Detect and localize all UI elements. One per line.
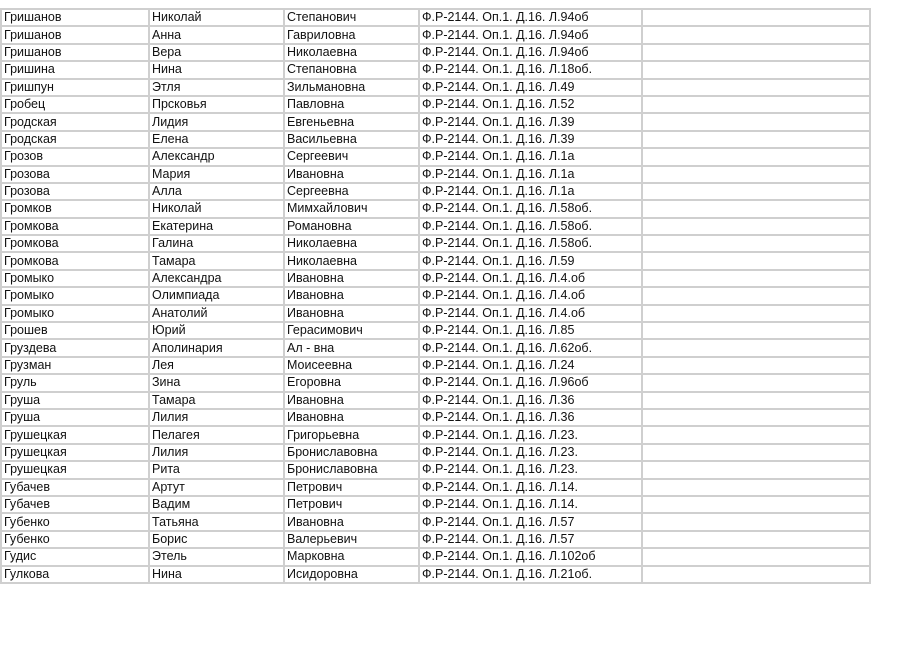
patronymic-cell: Васильевна <box>284 131 419 148</box>
table-row <box>1 409 870 426</box>
first-name-cell: Елена <box>149 131 284 148</box>
table-row <box>1 566 870 583</box>
first-name-cell: Олимпиада <box>149 287 284 304</box>
surname-cell: Губенко <box>1 513 149 530</box>
archive-reference-cell: Ф.Р-2144. Оп.1. Д.16. Л.85 <box>419 322 642 339</box>
patronymic-cell: Моисеевна <box>284 357 419 374</box>
first-name-cell: Галина <box>149 235 284 252</box>
surname-cell: Громыко <box>1 270 149 287</box>
empty-cell <box>642 409 870 426</box>
patronymic-cell: Брониславовна <box>284 461 419 478</box>
archive-reference-cell: Ф.Р-2144. Оп.1. Д.16. Л.18об. <box>419 61 642 78</box>
surname-cell: Громкова <box>1 252 149 269</box>
surname-cell: Груздева <box>1 339 149 356</box>
table-row <box>1 26 870 43</box>
patronymic-cell: Ивановна <box>284 166 419 183</box>
surname-cell: Гродская <box>1 113 149 130</box>
first-name-cell: Лея <box>149 357 284 374</box>
patronymic-cell: Романовна <box>284 218 419 235</box>
archive-reference-cell: Ф.Р-2144. Оп.1. Д.16. Л.1а <box>419 183 642 200</box>
archive-reference-cell: Ф.Р-2144. Оп.1. Д.16. Л.94об <box>419 44 642 61</box>
patronymic-cell: Марковна <box>284 548 419 565</box>
surname-cell: Гудис <box>1 548 149 565</box>
archive-reference-cell: Ф.Р-2144. Оп.1. Д.16. Л.96об <box>419 374 642 391</box>
empty-cell <box>642 79 870 96</box>
patronymic-cell: Ал - вна <box>284 339 419 356</box>
empty-cell <box>642 166 870 183</box>
first-name-cell: Аполинария <box>149 339 284 356</box>
table-row <box>1 287 870 304</box>
table-row <box>1 444 870 461</box>
first-name-cell: Юрий <box>149 322 284 339</box>
table-row <box>1 200 870 217</box>
surname-cell: Губачев <box>1 496 149 513</box>
archive-reference-cell: Ф.Р-2144. Оп.1. Д.16. Л.58об. <box>419 200 642 217</box>
first-name-cell: Анна <box>149 26 284 43</box>
table-row <box>1 183 870 200</box>
surname-cell: Грушецкая <box>1 444 149 461</box>
first-name-cell: Александр <box>149 148 284 165</box>
surname-cell: Гришпун <box>1 79 149 96</box>
surname-cell: Гришанов <box>1 44 149 61</box>
patronymic-cell: Валерьевич <box>284 531 419 548</box>
empty-cell <box>642 183 870 200</box>
patronymic-cell: Евгеньевна <box>284 113 419 130</box>
archive-reference-cell: Ф.Р-2144. Оп.1. Д.16. Л.4.об <box>419 305 642 322</box>
empty-cell <box>642 270 870 287</box>
surname-cell: Громыко <box>1 305 149 322</box>
empty-cell <box>642 200 870 217</box>
patronymic-cell: Ивановна <box>284 287 419 304</box>
empty-cell <box>642 113 870 130</box>
table-row <box>1 513 870 530</box>
surname-cell: Гришина <box>1 61 149 78</box>
surname-cell: Гродская <box>1 131 149 148</box>
table-row <box>1 305 870 322</box>
first-name-cell: Николай <box>149 200 284 217</box>
surname-cell: Губенко <box>1 531 149 548</box>
surname-cell: Грошев <box>1 322 149 339</box>
surname-cell: Грозов <box>1 148 149 165</box>
archive-reference-cell: Ф.Р-2144. Оп.1. Д.16. Л.102об <box>419 548 642 565</box>
empty-cell <box>642 218 870 235</box>
surname-cell: Грозова <box>1 166 149 183</box>
table-row <box>1 496 870 513</box>
patronymic-cell: Сергеевич <box>284 148 419 165</box>
first-name-cell: Лидия <box>149 113 284 130</box>
patronymic-cell: Ивановна <box>284 409 419 426</box>
first-name-cell: Анатолий <box>149 305 284 322</box>
empty-cell <box>642 374 870 391</box>
first-name-cell: Вадим <box>149 496 284 513</box>
archive-reference-cell: Ф.Р-2144. Оп.1. Д.16. Л.39 <box>419 113 642 130</box>
empty-cell <box>642 322 870 339</box>
first-name-cell: Александра <box>149 270 284 287</box>
first-name-cell: Мария <box>149 166 284 183</box>
patronymic-cell: Ивановна <box>284 305 419 322</box>
empty-cell <box>642 287 870 304</box>
archive-reference-cell: Ф.Р-2144. Оп.1. Д.16. Л.1а <box>419 166 642 183</box>
patronymic-cell: Николаевна <box>284 252 419 269</box>
records-table-body <box>1 9 870 583</box>
empty-cell <box>642 305 870 322</box>
surname-cell: Гришанов <box>1 9 149 26</box>
surname-cell: Громыко <box>1 287 149 304</box>
surname-cell: Гробец <box>1 96 149 113</box>
empty-cell <box>642 26 870 43</box>
empty-cell <box>642 44 870 61</box>
table-row <box>1 426 870 443</box>
surname-cell: Груша <box>1 392 149 409</box>
archive-reference-cell: Ф.Р-2144. Оп.1. Д.16. Л.14. <box>419 496 642 513</box>
table-row <box>1 96 870 113</box>
records-table <box>0 8 871 584</box>
empty-cell <box>642 61 870 78</box>
empty-cell <box>642 252 870 269</box>
archive-reference-cell: Ф.Р-2144. Оп.1. Д.16. Л.23. <box>419 426 642 443</box>
empty-cell <box>642 339 870 356</box>
first-name-cell: Нина <box>149 566 284 583</box>
table-row <box>1 113 870 130</box>
patronymic-cell: Зильмановна <box>284 79 419 96</box>
patronymic-cell: Брониславовна <box>284 444 419 461</box>
table-row <box>1 9 870 26</box>
table-row <box>1 531 870 548</box>
table-row <box>1 357 870 374</box>
surname-cell: Грушецкая <box>1 426 149 443</box>
table-row <box>1 479 870 496</box>
first-name-cell: Нина <box>149 61 284 78</box>
patronymic-cell: Павловна <box>284 96 419 113</box>
surname-cell: Громкова <box>1 218 149 235</box>
archive-reference-cell: Ф.Р-2144. Оп.1. Д.16. Л.24 <box>419 357 642 374</box>
patronymic-cell: Степанович <box>284 9 419 26</box>
archive-reference-cell: Ф.Р-2144. Оп.1. Д.16. Л.94об <box>419 9 642 26</box>
archive-reference-cell: Ф.Р-2144. Оп.1. Д.16. Л.4.об <box>419 270 642 287</box>
first-name-cell: Татьяна <box>149 513 284 530</box>
patronymic-cell: Степановна <box>284 61 419 78</box>
table-row <box>1 79 870 96</box>
archive-reference-cell: Ф.Р-2144. Оп.1. Д.16. Л.23. <box>419 461 642 478</box>
table-row <box>1 392 870 409</box>
first-name-cell: Этель <box>149 548 284 565</box>
archive-reference-cell: Ф.Р-2144. Оп.1. Д.16. Л.57 <box>419 531 642 548</box>
archive-reference-cell: Ф.Р-2144. Оп.1. Д.16. Л.36 <box>419 392 642 409</box>
empty-cell <box>642 548 870 565</box>
surname-cell: Губачев <box>1 479 149 496</box>
table-row <box>1 131 870 148</box>
empty-cell <box>642 235 870 252</box>
patronymic-cell: Ивановна <box>284 392 419 409</box>
first-name-cell: Вера <box>149 44 284 61</box>
archive-reference-cell: Ф.Р-2144. Оп.1. Д.16. Л.21об. <box>419 566 642 583</box>
first-name-cell: Пелагея <box>149 426 284 443</box>
empty-cell <box>642 392 870 409</box>
first-name-cell: Зина <box>149 374 284 391</box>
surname-cell: Громков <box>1 200 149 217</box>
empty-cell <box>642 9 870 26</box>
patronymic-cell: Петрович <box>284 496 419 513</box>
table-row <box>1 548 870 565</box>
surname-cell: Грозова <box>1 183 149 200</box>
patronymic-cell: Мимхайлович <box>284 200 419 217</box>
patronymic-cell: Исидоровна <box>284 566 419 583</box>
first-name-cell: Лилия <box>149 444 284 461</box>
patronymic-cell: Петрович <box>284 479 419 496</box>
archive-reference-cell: Ф.Р-2144. Оп.1. Д.16. Л.36 <box>419 409 642 426</box>
first-name-cell: Алла <box>149 183 284 200</box>
patronymic-cell: Ивановна <box>284 513 419 530</box>
empty-cell <box>642 479 870 496</box>
first-name-cell: Тамара <box>149 392 284 409</box>
table-row <box>1 148 870 165</box>
first-name-cell: Этля <box>149 79 284 96</box>
empty-cell <box>642 131 870 148</box>
first-name-cell: Тамара <box>149 252 284 269</box>
surname-cell: Груль <box>1 374 149 391</box>
empty-cell <box>642 444 870 461</box>
table-row <box>1 461 870 478</box>
patronymic-cell: Григорьевна <box>284 426 419 443</box>
empty-cell <box>642 357 870 374</box>
archive-reference-cell: Ф.Р-2144. Оп.1. Д.16. Л.58об. <box>419 235 642 252</box>
empty-cell <box>642 566 870 583</box>
patronymic-cell: Сергеевна <box>284 183 419 200</box>
archive-reference-cell: Ф.Р-2144. Оп.1. Д.16. Л.94об <box>419 26 642 43</box>
table-row <box>1 44 870 61</box>
table-row <box>1 374 870 391</box>
patronymic-cell: Николаевна <box>284 235 419 252</box>
archive-reference-cell: Ф.Р-2144. Оп.1. Д.16. Л.4.об <box>419 287 642 304</box>
table-row <box>1 61 870 78</box>
archive-reference-cell: Ф.Р-2144. Оп.1. Д.16. Л.62об. <box>419 339 642 356</box>
first-name-cell: Прсковья <box>149 96 284 113</box>
table-row <box>1 322 870 339</box>
table-row <box>1 339 870 356</box>
empty-cell <box>642 461 870 478</box>
first-name-cell: Николай <box>149 9 284 26</box>
empty-cell <box>642 148 870 165</box>
archive-reference-cell: Ф.Р-2144. Оп.1. Д.16. Л.49 <box>419 79 642 96</box>
first-name-cell: Екатерина <box>149 218 284 235</box>
patronymic-cell: Гавриловна <box>284 26 419 43</box>
table-row <box>1 218 870 235</box>
archive-reference-cell: Ф.Р-2144. Оп.1. Д.16. Л.57 <box>419 513 642 530</box>
surname-cell: Груша <box>1 409 149 426</box>
first-name-cell: Рита <box>149 461 284 478</box>
table-row <box>1 235 870 252</box>
empty-cell <box>642 513 870 530</box>
archive-reference-cell: Ф.Р-2144. Оп.1. Д.16. Л.1а <box>419 148 642 165</box>
archive-reference-cell: Ф.Р-2144. Оп.1. Д.16. Л.58об. <box>419 218 642 235</box>
first-name-cell: Борис <box>149 531 284 548</box>
surname-cell: Гулкова <box>1 566 149 583</box>
archive-reference-cell: Ф.Р-2144. Оп.1. Д.16. Л.39 <box>419 131 642 148</box>
archive-reference-cell: Ф.Р-2144. Оп.1. Д.16. Л.23. <box>419 444 642 461</box>
table-row <box>1 270 870 287</box>
patronymic-cell: Николаевна <box>284 44 419 61</box>
surname-cell: Грузман <box>1 357 149 374</box>
surname-cell: Грушецкая <box>1 461 149 478</box>
empty-cell <box>642 426 870 443</box>
surname-cell: Громкова <box>1 235 149 252</box>
first-name-cell: Артут <box>149 479 284 496</box>
patronymic-cell: Герасимович <box>284 322 419 339</box>
archive-reference-cell: Ф.Р-2144. Оп.1. Д.16. Л.52 <box>419 96 642 113</box>
empty-cell <box>642 496 870 513</box>
patronymic-cell: Егоровна <box>284 374 419 391</box>
archive-reference-cell: Ф.Р-2144. Оп.1. Д.16. Л.14. <box>419 479 642 496</box>
archive-reference-cell: Ф.Р-2144. Оп.1. Д.16. Л.59 <box>419 252 642 269</box>
patronymic-cell: Ивановна <box>284 270 419 287</box>
table-row <box>1 252 870 269</box>
empty-cell <box>642 531 870 548</box>
first-name-cell: Лилия <box>149 409 284 426</box>
table-row <box>1 166 870 183</box>
surname-cell: Гришанов <box>1 26 149 43</box>
empty-cell <box>642 96 870 113</box>
